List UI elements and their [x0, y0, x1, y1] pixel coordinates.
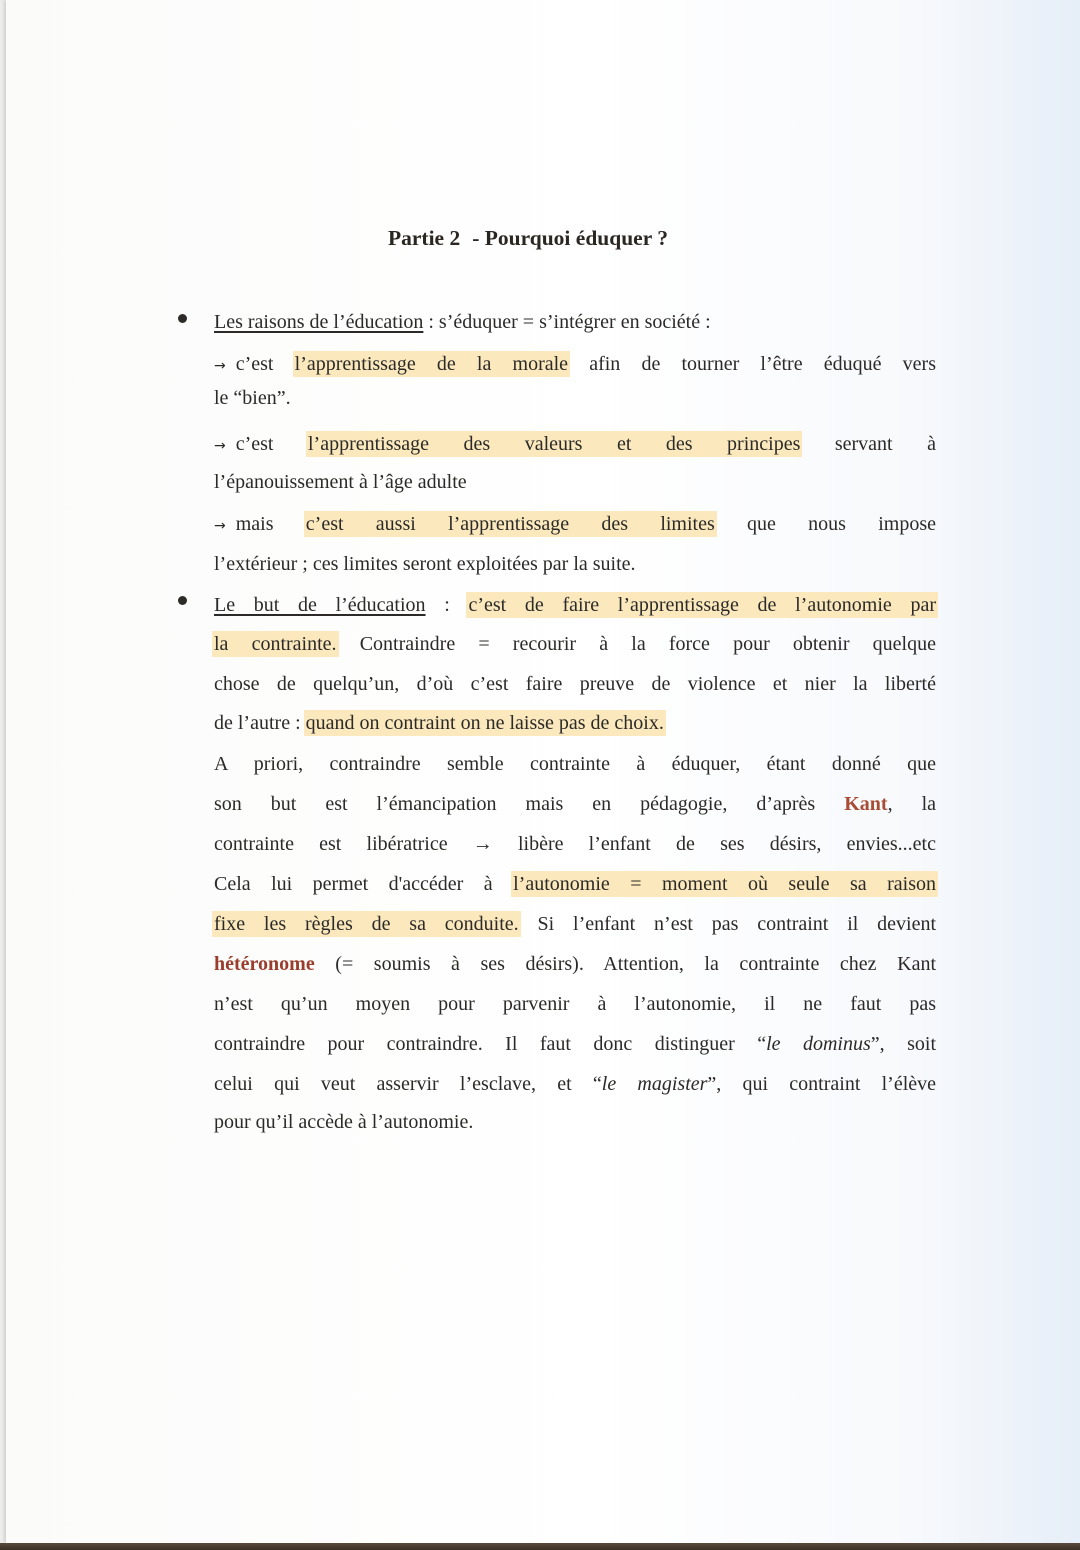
- kant-name: Kant: [844, 793, 888, 815]
- item2-line2: l’épanouissement à l’âge adulte: [214, 471, 467, 493]
- s2-line2: [214, 630, 936, 658]
- item2-pre: c’est: [235, 433, 308, 455]
- bullet-2: [178, 596, 187, 605]
- magister-term: le magister: [601, 1073, 708, 1095]
- s2-l8pre: Cela lui permet d'accéder à: [214, 873, 514, 895]
- s2-line6: [214, 790, 936, 818]
- item2-rest: servant à: [800, 433, 936, 455]
- item1-highlight: l’apprentissage de la morale: [294, 353, 569, 375]
- s2-highlight-3: l’autonomie = moment où seule sa raison: [513, 873, 936, 895]
- item2-line1: [214, 430, 936, 460]
- item2-highlight: l’apprentissage des valeurs et des principes: [307, 433, 801, 455]
- s2-line10: [214, 950, 936, 978]
- s2-highlight-1: c’est de faire l’apprentissage de l’autonomie par: [468, 594, 936, 616]
- s2-l13pre: celui qui veut asservir l’esclave, et “: [214, 1073, 602, 1095]
- item3-pre: mais: [235, 513, 306, 535]
- s2-line7: contrainte est libératrice → libère l’enfant de ses désirs, envies...etc: [214, 833, 936, 855]
- s2-l6pre: son but est l’émancipation mais en pédagogie, d’après: [214, 793, 845, 815]
- item3-rest: que nous impose: [714, 513, 936, 535]
- section1-heading-line: [214, 308, 711, 336]
- bullet-1: [178, 314, 187, 323]
- s2-l12pre: contraindre pour contraindre. Il faut donc distinguer “: [214, 1033, 767, 1055]
- s2-line14: pour qu’il accède à l’autonomie.: [214, 1111, 474, 1133]
- section2-heading: Le but de l’éducation: [214, 594, 426, 616]
- dominus-term: le dominus: [766, 1033, 871, 1055]
- s2-line13: [214, 1070, 936, 1098]
- s2-l6post: , la: [887, 793, 936, 815]
- title-question: - Pourquoi éduquer ?: [472, 226, 668, 250]
- title-part: Partie 2: [388, 226, 461, 250]
- s2-highlight-4: fixe les règles de sa conduite.: [214, 913, 519, 935]
- heteronome-term: hétéronome: [214, 953, 315, 975]
- arrow-icon: →: [214, 358, 226, 374]
- section1-heading: Les raisons de l’éducation: [214, 311, 424, 333]
- s2-line3: chose de quelqu’un, d’où c’est faire preuve de violence et nier la liberté: [214, 673, 936, 695]
- s2-line11: n’est qu’un moyen pour parvenir à l’autonomie, il ne faut pas: [214, 993, 936, 1015]
- arrow-icon: →: [214, 518, 226, 534]
- item3-highlight: c’est aussi l’apprentissage des limites: [305, 513, 715, 535]
- item1-line1: [214, 350, 936, 380]
- arrow-icon: →: [214, 438, 226, 454]
- page-title: [388, 226, 668, 251]
- s2-l2rest: Contraindre = recourir à la force pour obtenir quelque: [336, 633, 936, 655]
- s2-l12post: ”, soit: [870, 1033, 937, 1055]
- s2-line9: [214, 910, 936, 938]
- s2-line5: A priori, contraindre semble contrainte à éduquer, étant donné que: [214, 753, 936, 775]
- item3-line2: l’extérieur ; ces limites seront exploitées par la suite.: [214, 553, 636, 575]
- s2-highlight-1b: la contrainte.: [214, 633, 337, 655]
- item3-line1: [214, 510, 936, 540]
- s2-l10rest: (= soumis à ses désirs). Attention, la contrainte chez Kant: [314, 953, 936, 975]
- s2-line1: [214, 591, 936, 619]
- s2-line4: [214, 709, 664, 737]
- table-edge: [0, 1543, 1080, 1550]
- s2-line8: [214, 870, 936, 898]
- s2-l9rest: Si l’enfant n’est pas contraint il devient: [518, 913, 937, 935]
- s2-line12: [214, 1030, 936, 1058]
- s2-l13post: ”, qui contraint l’élève: [707, 1073, 937, 1095]
- s2-colon: :: [425, 594, 469, 616]
- item1-pre: c’est: [235, 353, 295, 375]
- section1-lead: : s’éduquer = s’intégrer en société :: [423, 311, 711, 333]
- item1-line2: le “bien”.: [214, 387, 291, 409]
- s2-highlight-2: quand on contraint on ne laisse pas de choix.: [305, 712, 664, 734]
- item1-rest: afin de tourner l’être éduqué vers: [568, 353, 936, 375]
- s2-l4pre: de l’autre :: [214, 712, 306, 734]
